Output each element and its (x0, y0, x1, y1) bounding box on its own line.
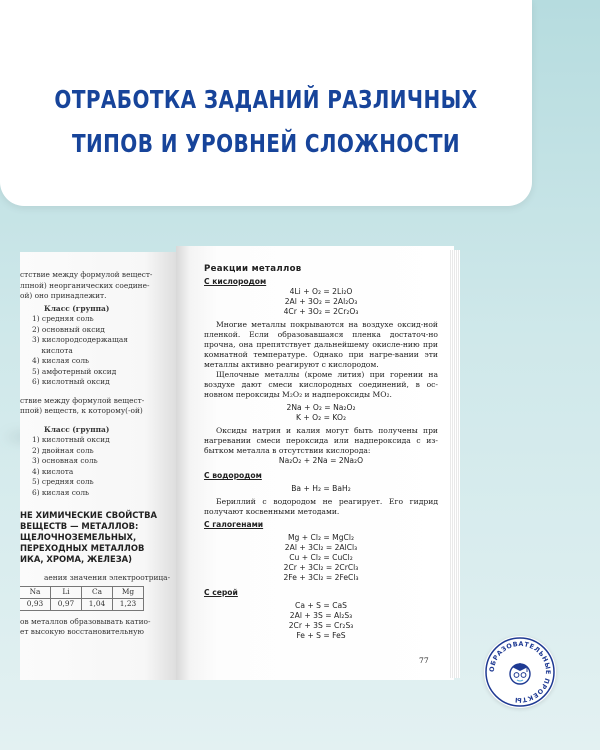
class-header: Класс (группа) (44, 424, 110, 434)
option-item: 3) кислородсодержащая (32, 335, 128, 344)
equation: Na₂O₂ + 2Na = 2Na₂O (278, 456, 364, 465)
option-item: 1) кислотный оксид (32, 435, 110, 444)
paragraph: Щелочные металлы (кроме лития) при горении на воздухе дают смеси кислородных соединений, в ос-новном пероксиды M₂O₂ и надпероксиды MO₂. (204, 370, 438, 399)
heading-line: ПЕРЕХОДНЫХ МЕТАЛЛОВ (20, 543, 145, 553)
equation: Ba + H₂ = BaH₂ (291, 484, 351, 493)
publisher-logo (484, 636, 556, 708)
subsection-oxygen: С кислородом (204, 277, 267, 286)
text-line: ет высокую восстановительную (20, 627, 144, 636)
left-page (20, 252, 176, 680)
equation: K + O₂ = KO₂ (296, 413, 346, 422)
table-row (20, 598, 144, 610)
option-item: 5) амфотерный оксид (32, 366, 117, 376)
text-line: ствие между формулой вещест- (20, 395, 145, 405)
heading-line: ВЕЩЕСТВ — МЕТАЛЛОВ: (20, 521, 139, 531)
subsection-hydrogen: С водородом (204, 471, 262, 480)
table-cell: Li (51, 586, 82, 598)
equation: 2Cr + 3S = Cr₂S₃ (288, 621, 354, 630)
table-cell: 1,04 (82, 598, 113, 610)
title-line-1: ОТРАБОТКА ЗАДАНИЙ РАЗЛИЧНЫХ (54, 85, 478, 114)
text-line: аения значения электроотрица- (44, 573, 171, 582)
right-page (176, 246, 454, 680)
heading-line: ЩЕЛОЧНОЗЕМЕЛЬНЫХ, (20, 532, 137, 542)
logo-text: ОБРАЗОВАТЕЛЬНЫЕ ПРОЕКТЫ (487, 639, 553, 705)
equation: 2Al + 3O₂ = 2Al₂O₃ (284, 297, 358, 306)
subsection-sulfur: С серой (204, 588, 238, 597)
table-cell: 0,93 (20, 598, 51, 610)
equation: 2Cr + 3Cl₂ = 2CrCl₃ (283, 563, 359, 572)
text-line: ов металлов образовывать катио- (20, 616, 151, 626)
option-item: 1) средняя соль (32, 314, 94, 323)
text-line: ой) оно принадлежит. (20, 291, 107, 300)
page-number: 77 (419, 656, 429, 665)
title-line-2: ТИПОВ И УРОВНЕЙ СЛОЖНОСТИ (71, 129, 461, 158)
table-cell: Mg (113, 586, 144, 598)
text-line: стствие между формулой вещест- (20, 270, 153, 279)
equation: 4Cr + 3O₂ = 2Cr₂O₃ (283, 307, 359, 316)
equation: Cu + Cl₂ = CuCl₂ (289, 553, 353, 562)
class-header: Класс (группа) (44, 303, 110, 313)
paragraph: Оксиды натрия и калия могут быть получены при нагревании смеси пероксида или надпероксида с из-бытком металла в отсутствии кислорода: (204, 426, 438, 455)
left-page-text (20, 270, 176, 638)
paragraph: Бериллий с водородом не реагирует. Его гидрид получают косвенными методами. (204, 497, 438, 516)
option-item: 4) кислота (32, 466, 74, 476)
heading-line: НЕ ХИМИЧЕСКИЕ СВОЙСТВА (20, 510, 157, 520)
option-item: кислота (32, 345, 73, 355)
paragraph: Многие металлы покрываются на воздухе оксид-ной пленкой. Если образовавшаяся пленка достаточ-но прочна, она препятствует дальнейшему окисле-нию при комнатной температуре. Однако при нагре-вании эти металлы активно реагируют с кислородом. (204, 320, 438, 369)
equation: 4Li + O₂ = 2Li₂O (289, 287, 353, 296)
equation: 2Fe + 3Cl₂ = 2FeCl₃ (283, 573, 359, 582)
electronegativity-table (20, 586, 144, 611)
open-book (20, 246, 460, 680)
logo-mark-icon (484, 636, 556, 708)
heading-line: ИКА, ХРОМА, ЖЕЛЕЗА) (20, 554, 132, 564)
equation: Ca + S = CaS (295, 601, 347, 610)
table-header-row (20, 586, 144, 598)
subsection-halogens: С галогенами (204, 520, 264, 529)
text-line: ппой) веществ, к которому(-ой) (20, 406, 143, 415)
table-cell: Na (20, 586, 51, 598)
equation: Fe + S = FeS (296, 631, 346, 640)
text-line: лпной) неорганических соедине- (20, 280, 150, 290)
page-edges (450, 250, 460, 678)
page-title (53, 78, 479, 166)
option-item: 2) двойная соль (32, 445, 94, 455)
option-item: 3) основная соль (32, 456, 98, 465)
equation: 2Al + 3Cl₂ = 2AlCl₃ (284, 543, 358, 552)
equation: 2Na + O₂ = Na₂O₂ (286, 403, 356, 412)
option-item: 4) кислая соль (32, 356, 90, 365)
section-heading (20, 510, 176, 565)
equation: Mg + Cl₂ = MgCl₂ (287, 533, 355, 542)
table-cell: Ca (82, 586, 113, 598)
header-banner (0, 0, 532, 206)
option-item: 6) кислотный оксид (32, 377, 110, 386)
option-item: 5) средняя соль (32, 477, 94, 486)
section-title: Реакции металлов (204, 264, 302, 274)
option-item: 2) основный оксид (32, 324, 105, 334)
equation: 2Al + 3S = Al₂S₃ (289, 611, 353, 620)
option-item: 6) кислая соль (32, 487, 90, 497)
table-cell: 0,97 (51, 598, 82, 610)
right-page-text (204, 264, 438, 665)
table-cell: 1,23 (113, 598, 144, 610)
